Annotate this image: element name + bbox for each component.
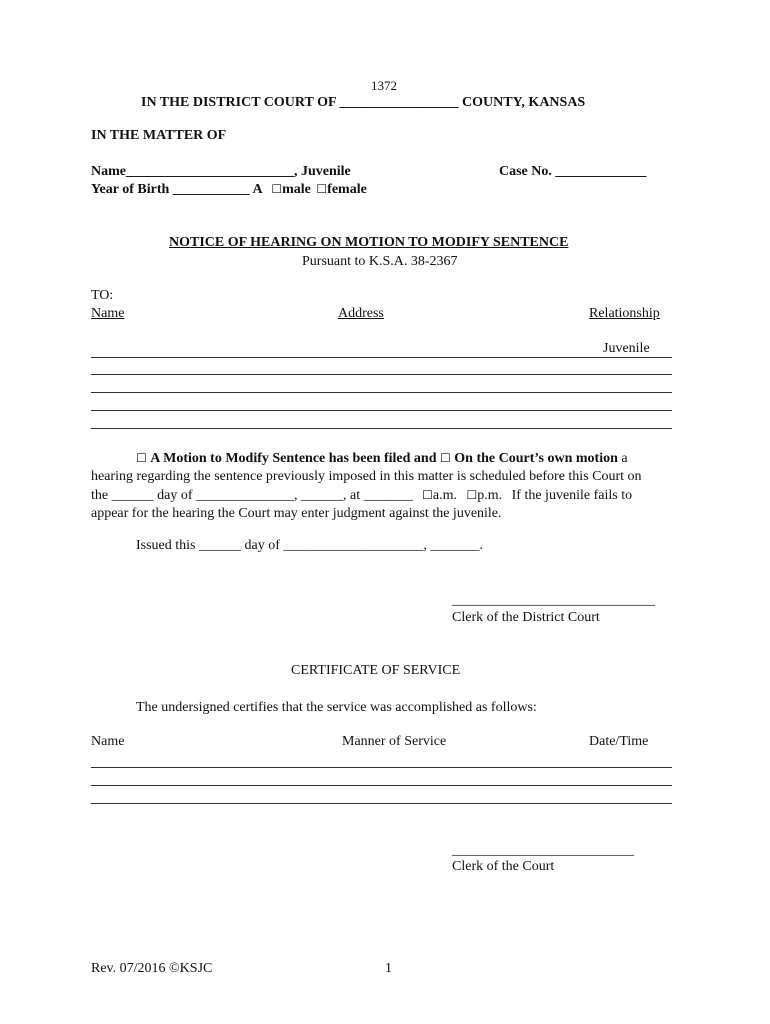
pm-label: p.m. — [477, 488, 503, 503]
clerk-district-label: Clerk of the District Court — [452, 610, 600, 625]
hearing-sentence: a hearing regarding the sentence previously imposed in this matter is scheduled before this Court on the ______ day of ______________, ______, at _______ — [91, 451, 642, 503]
clerk-court-label: Clerk of the Court — [452, 859, 555, 874]
juvenile-name-line: Name________________________, Juvenile — [91, 164, 351, 179]
clerk-district-signature-line[interactable]: _____________________________ — [452, 593, 655, 608]
case-number-line: Case No. _____________ — [499, 164, 647, 179]
female-label: female — [327, 182, 367, 197]
column-address: Address — [338, 306, 384, 321]
form-number: 1372 — [371, 78, 397, 93]
failure-to-appear-text: If the juvenile fails to appear for the hearing the Court may enter judgment against the juvenile. — [91, 488, 633, 521]
recipient-line[interactable] — [91, 374, 672, 375]
recipient-line[interactable] — [91, 392, 672, 393]
own-motion-checkbox[interactable]: ☐ — [440, 451, 451, 465]
am-checkbox[interactable]: ☐ — [422, 488, 433, 502]
notice-title: NOTICE OF HEARING ON MOTION TO MODIFY SENTENCE — [169, 235, 569, 250]
certificate-statement: The undersigned certifies that the service was accomplished as follows: — [136, 700, 537, 715]
female-checkbox[interactable]: ☐ — [316, 182, 328, 196]
recipient-line[interactable] — [91, 428, 672, 429]
clerk-court-signature-line[interactable]: __________________________ — [452, 843, 634, 858]
recipient-line[interactable] — [91, 357, 672, 358]
relationship-juvenile: Juvenile — [603, 341, 650, 356]
motion-filed-checkbox[interactable]: ☐ — [136, 451, 147, 465]
motion-filed-text: A Motion to Modify Sentence has been filed and — [150, 451, 437, 466]
to-label: TO: — [91, 288, 114, 303]
page-number: 1 — [385, 961, 392, 976]
court-line: IN THE DISTRICT COURT OF _________________ COUNTY, KANSAS — [141, 95, 586, 110]
service-column-name: Name — [91, 734, 125, 749]
service-line[interactable] — [91, 767, 672, 768]
service-line[interactable] — [91, 785, 672, 786]
am-label: a.m. — [432, 488, 457, 503]
column-name: Name — [91, 306, 125, 321]
hearing-paragraph — [91, 449, 661, 523]
revision-footer: Rev. 07/2016 ©KSJC — [91, 961, 213, 976]
column-relationship: Relationship — [589, 306, 660, 321]
certificate-title: CERTIFICATE OF SERVICE — [291, 663, 461, 678]
notice-subtitle: Pursuant to K.S.A. 38-2367 — [302, 254, 458, 269]
recipient-line[interactable] — [91, 410, 672, 411]
male-checkbox[interactable]: ☐ — [271, 182, 283, 196]
year-of-birth-label: Year of Birth ___________ A — [91, 182, 262, 197]
own-motion-text: On the Court’s own motion — [454, 451, 618, 466]
birth-gender-line — [91, 182, 367, 198]
pm-checkbox[interactable]: ☐ — [466, 488, 478, 502]
matter-heading: IN THE MATTER OF — [91, 128, 227, 143]
service-line[interactable] — [91, 803, 672, 804]
service-column-manner: Manner of Service — [342, 734, 447, 749]
issued-line: Issued this ______ day of ____________________, _______. — [136, 538, 483, 553]
male-label: male — [282, 182, 311, 197]
service-column-datetime: Date/Time — [589, 734, 649, 749]
